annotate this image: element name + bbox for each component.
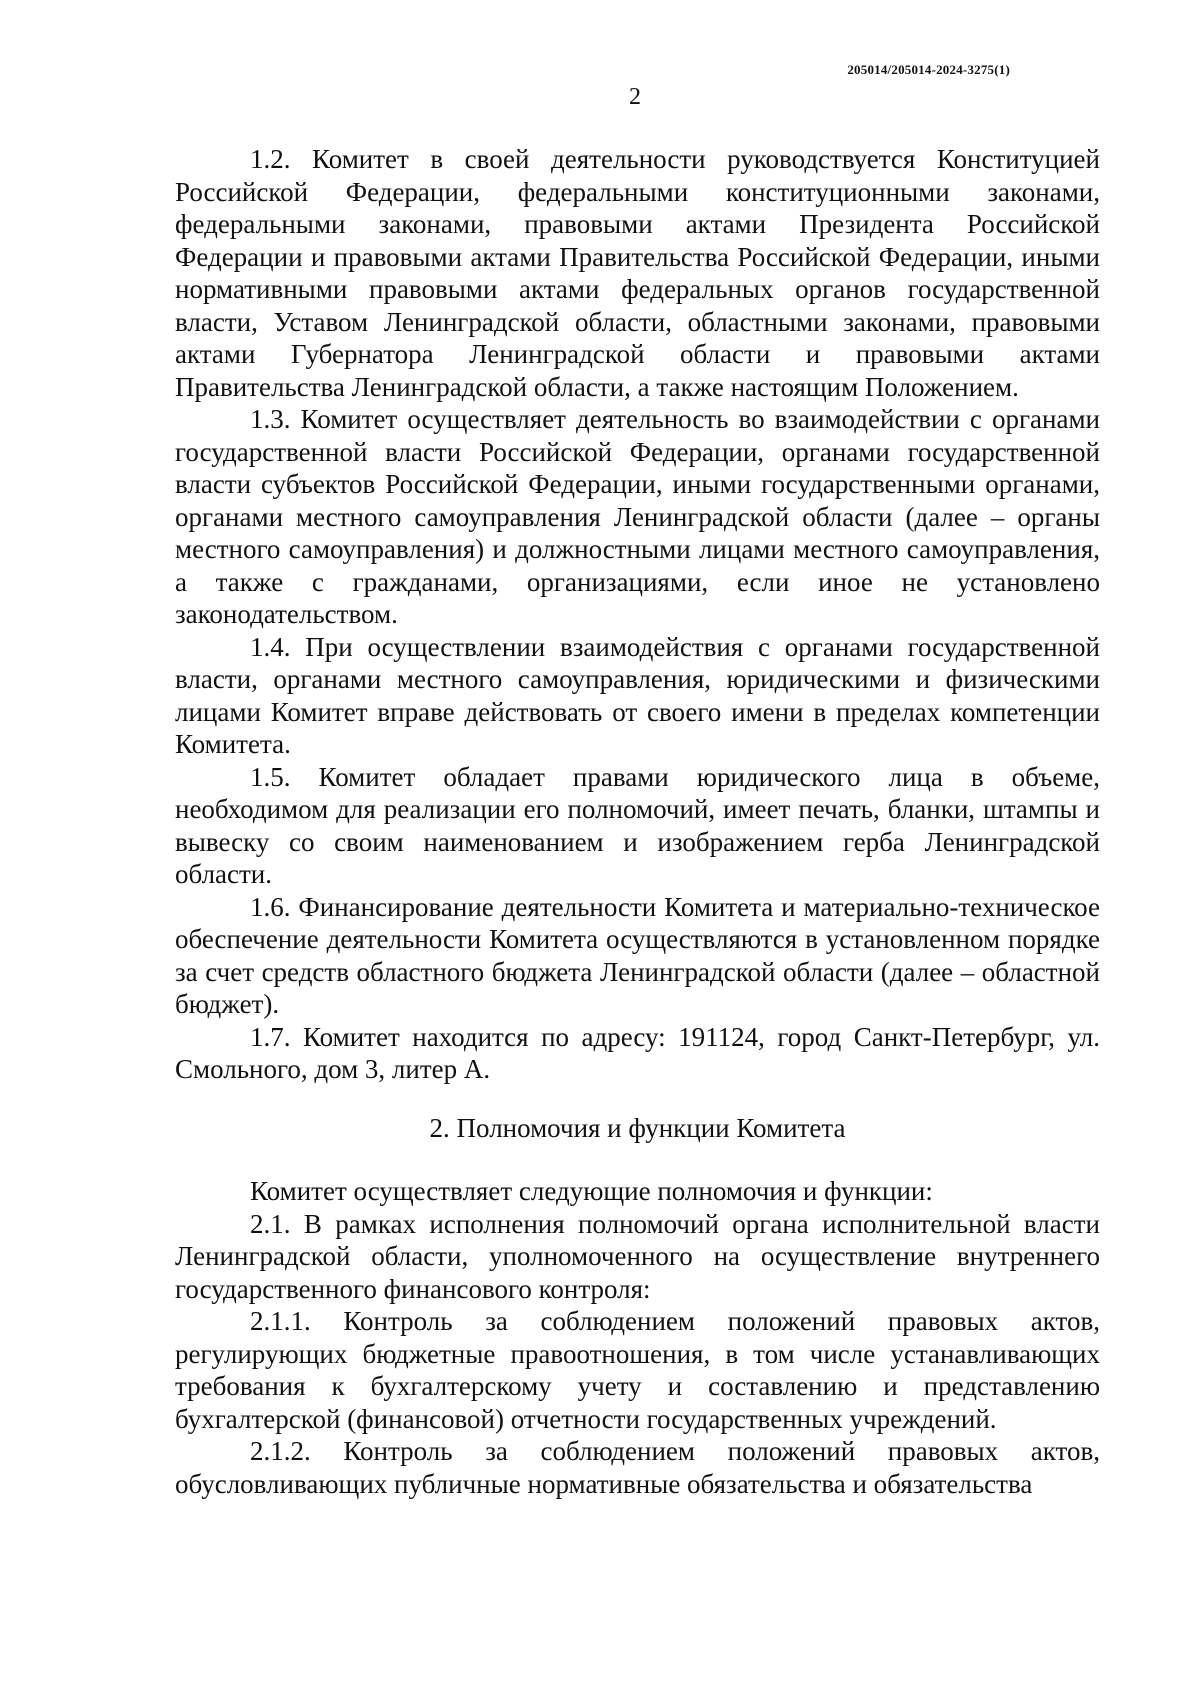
paragraph-1-6: 1.6. Финансирование деятельности Комитета и материально-техническое обеспечение деятельности Комитета осуществляются в установленном порядке за счет средств областного бюджета Ленинградской области (далее – областной бюджет). xyxy=(175,891,1100,1019)
paragraph-1-4: 1.4. При осуществлении взаимодействия с органами государственной власти, органами местного самоуправления, юридическими и физическими лицами Комитет вправе действовать от своего имени в пределах компетенции Комитета. xyxy=(175,631,1100,759)
paragraph-1-2: 1.2. Комитет в своей деятельности руководствуется Конституцией Российской Федерации, федеральными конституционными законами, федеральными законами, правовыми актами Президента Российской Федерации и правовыми актами Правительства Российской Федерации, иными нормативными правовыми актами федеральных органов государственной власти, Уставом Ленинградской области, областными законами, правовыми актами Губернатора Ленинградской области и правовыми актами Правительства Ленинградской области, а также настоящим Положением. xyxy=(175,144,1100,402)
paragraph-2-1: 2.1. В рамках исполнения полномочий органа исполнительной власти Ленинградской области, уполномоченного на осуществление внутреннего государственного финансового контроля: xyxy=(175,1208,1100,1304)
document-body xyxy=(175,143,1100,1500)
paragraph-2-1-2: 2.1.2. Контроль за соблюдением положений правовых актов, обусловливающих публичные нормативные обязательства и обязательства xyxy=(175,1436,1100,1499)
section-2-heading: 2. Полномочия и функции Комитета xyxy=(429,1112,846,1143)
paragraph-2-1-1: 2.1.1. Контроль за соблюдением положений правовых актов, регулирующих бюджетные правоотношения, в том числе устанавливающих требования к бухгалтерскому учету и составлению и представлению бухгалтерской (финансовой) отчетности государственных учреждений. xyxy=(175,1306,1100,1434)
document-registration-number: 205014/205014-2024-3275(1) xyxy=(847,62,1010,77)
paragraph-1-3: 1.3. Комитет осуществляет деятельность во взаимодействии с органами государственной власти Российской Федерации, органами государственной власти субъектов Российской Федерации, иными государственными органами, органами местного самоуправления Ленинградской области (далее – органы местного самоуправления) и должностными лицами местного самоуправления, а также с гражданами, организациями, если иное не установлено законодательством. xyxy=(175,404,1100,629)
section-2-intro: Комитет осуществляет следующие полномочия и функции: xyxy=(250,1176,933,1206)
paragraph-1-7: 1.7. Комитет находится по адресу: 191124, город Санкт-Петербург, ул. Смольного, дом 3, литер А. xyxy=(175,1021,1100,1084)
paragraph-1-5: 1.5. Комитет обладает правами юридического лица в объеме, необходимом для реализации его полномочий, имеет печать, бланки, штампы и вывеску со своим наименованием и изображением герба Ленинградской области. xyxy=(175,761,1100,889)
page-number: 2 xyxy=(629,84,641,110)
